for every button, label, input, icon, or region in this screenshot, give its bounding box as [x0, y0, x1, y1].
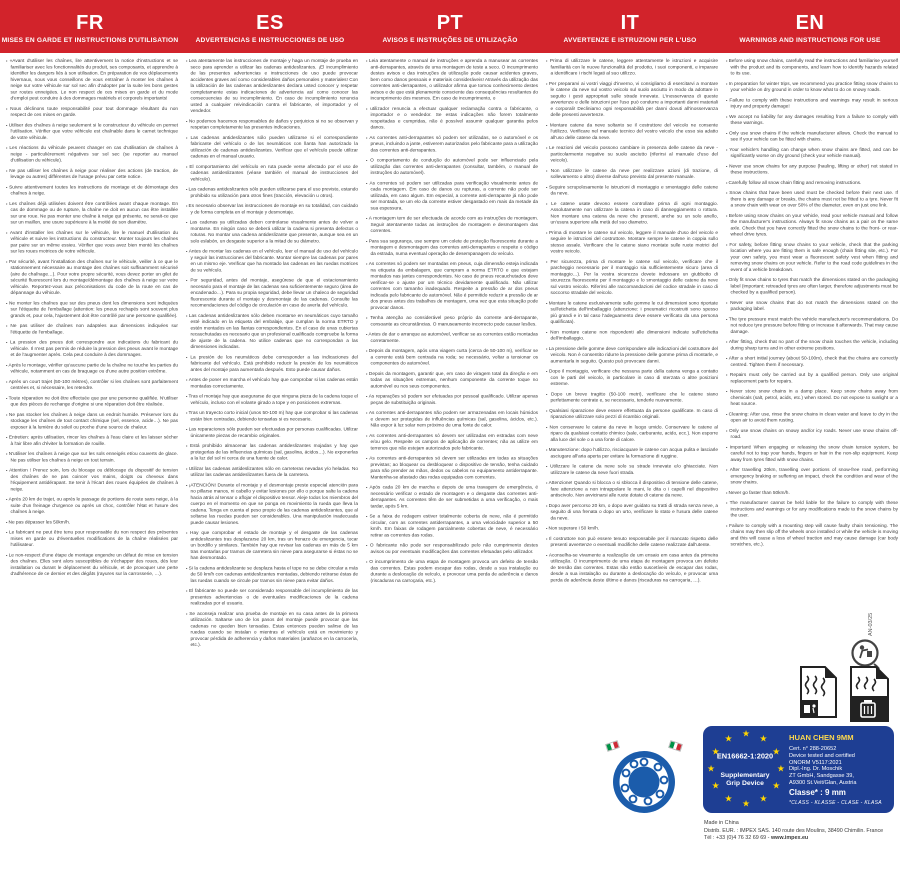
cert-company: ZT GmbH, Sandgasse 39, [789, 773, 854, 780]
instruction-item: • As correntes só podem ser utilizadas para verificação visualmente antes de cada montagem. Em caso de danos ou rupturas, a corrente não pode ser utilizada, em caso algum. Em especial, a corrente anti-derrapante já não pode ser montada, se um elo da corrente estiver desgastado em mais da metade da sua espessura. [366, 180, 538, 211]
instruction-item: • Aconselha-se vivamente a realização de um ensaio em casa antes da primeira utilização. O incumprimento de uma etapa de montagem provoca um defeito de tensão das correntes. Estas são então suscetíveis de escapar das rodas, desde a sua instalação ou durante a deslocação do veículo, e provocar uma perda de aderência deste último e danos (riscaduras na carroçaria, …). [546, 552, 718, 583]
packaging-sorting-icons [795, 666, 889, 722]
instruction-item: • Only use snow chains on snowy and/or icy roads. Never use snow chains off-road. [726, 428, 898, 441]
made-in-label: Made in China [704, 820, 739, 826]
phone-number: Tél : +33 (0)4 76 32 69 69 - [704, 835, 771, 842]
instruction-item: • El fabricante no puede ser considerado responsable del incumplimiento de las presentes advertencias o de eventuales modificaciones de la cadena realizadas por el usuario. [186, 588, 358, 607]
header-subtitle-it: AVVERTENZE E ISTRUZIONI PER L'USO [563, 36, 697, 44]
cert-number: Cert. n° 288-20652 [789, 746, 837, 752]
instruction-item: • Never store snow chains in a damp place. Keep snow chains away from chemicals (salt, petrol, acids, etc.) when stored. Do not expose to sunlight or a heat source. [726, 389, 898, 408]
instruction-item: • Après un court trajet (50-100 mètres), contrôler si les chaînes sont parfaitement centrées et, si nécessaire, les retendre. [6, 379, 178, 392]
instruction-item: • Failure to comply with these instructions and warnings may result in serious injury and property damage! [726, 97, 898, 110]
eu-star-icon: ★ [724, 793, 733, 804]
eu-star-icon: ★ [706, 763, 716, 774]
instruction-item: • Si la cadena antideslizante se desplaza hasta el tope no se debe circular a más de 50 km/h con cadenas antideslizantes montadas, debiendo retirarse éstas de las ruedas cuando se circule por tramos sin nieve para evitar daños. [186, 565, 358, 584]
language-code-es: ES [256, 11, 284, 34]
standard-number: EN16662-1:2020 [716, 751, 774, 761]
instruction-item: • Seguire scrupolosamente le istruzioni di montaggio e smontaggio delle catene da neve. [546, 184, 718, 197]
instruction-item: • Leia atentamente o manual de instruções e aprenda a manusear as correntes anti-derrapantes, através de uma montagem de teste a seco. O incumprimento destes avisos e das instruções de utilização pode causar acidentes graves, bem como danos pessoais e materiais consideráveis! Através da utilização das correntes anti-derrapantes, o utilizador afirma que tomou conhecimento destes avisos e de que está plenamente consciente das consequências resultantes do incumprimento dos mesmos. Em caso de incumprimento, o [366, 58, 538, 102]
instruction-item: • Prima di montare le catene sul veicolo, leggere il manuale d'uso del veicolo e seguire le istruzioni del costruttore. Montare sempre le catene in coppia sullo stesso assale. Verificare che le catene siano montate sulle ruote motrici del vostro veicolo. [546, 230, 718, 255]
instruction-item: • Antes de poner en marcha el vehículo hay que comprobar si las cadenas están montadas correctamente. [186, 377, 358, 390]
instruction-item: • Para sua segurança, use sempre um colete de proteção fluorescente durante a montagem e desmontagem das correntes anti-derrapantes e respeite o código da estrada, numa eventual operação de desempanagem do veículo. [366, 238, 538, 257]
version-code: AN-03/25 [868, 612, 874, 636]
instruction-item: • Ne pas utiliser de chaînes non adaptées aux dimensions indiquées sur l'étiquette de l'emballage. [6, 323, 178, 336]
instruction-item: • Toute réparation ne doit être effectuée que par une personne qualifiée. N'utiliser que des pièces de rechange d'origine si une réparation doit être réalisée. [6, 395, 178, 408]
instruction-item: • Failure to comply with a mounting step will cause faulty chain tensioning. The chains may then slip off the wheels once installed or while the vehicle is moving and this will cause a loss of wheel traction and may cause damage (car body scratches, etc.). [726, 523, 898, 548]
instruction-item: • Never go faster than 50km/h. [726, 490, 898, 496]
cert-norm: ONORM V5117:2021 [789, 759, 842, 766]
chain-class: Classe* : 9 mm [789, 787, 846, 797]
instruction-item: • A montagem tem de ser efectuada de acordo com as instruções de montagem. Seguir atentamente todas as instruções de montagem e desmontagem das correntes. [366, 216, 538, 235]
eu-star-icon: ★ [772, 780, 781, 791]
header-cell-es [180, 0, 360, 53]
instruction-item: • Le fabricant ne peut être tenu pour responsable du non respect des présentes mises en garde ou d'éventuelles modifications de la chaîne réalisées par l'utilisateur. [6, 530, 178, 549]
eu-star-icon: ★ [741, 728, 751, 739]
language-code-en: EN [795, 11, 825, 34]
language-code-fr: FR [76, 11, 104, 34]
instruction-item: • La presión de los neumáticos debe corresponder a las indicaciones del fabricante del vehículo. Está prohibido reducir la presión de los neumáticos antes del montaje para aumentarla después. Esto puede causar daños. [186, 354, 358, 373]
instruction-item: • Montare catene da neve soltanto se il costruttore del veicolo ne consente l'utilizzo. Verificare nel manuale tecnico del vostro veicolo che esso sia adatto all'uso delle catene da neve. [546, 122, 718, 141]
instruction-item: • Attenzione! Quando si blocca o si sblocca il dispositivo di tensione delle catene, fare attenzione a non intrappolare le mani, le dita o i capelli nel dispositivo antiscivolo. Non avvicinarsi alle ruote dotate di catene da neve. [546, 480, 718, 499]
instruction-item: • Cleaning: After use, rinse the snow chains in clean water and leave to dry in the open air to avoid them rusting. [726, 411, 898, 424]
instruction-item: • As correntes anti-derrapantes só devem ser utilizadas em todas as situações previstas; ao bloquear ou desbloquear o dispositivo de tensão, tenha cuidado para não prender as mãos, dedos ou cabelos no equipamento antiderrapante. Mantenha-se afastado das rodas equipadas com correntes. [366, 456, 538, 481]
instruction-item: • Se a faixa de rodagem estiver totalmente coberta de neve, não é permitido circular, com as correntes antiderrapantes, a uma velocidade superior a 50 km/h. Em faixas de rodagem parcialmente cobertas de neve, é necessário retirar as correntes das rodas. [366, 514, 538, 539]
website-link: www.impex.eu [770, 835, 809, 842]
instruction-item: • Never use snow chains that do not match the dimensions stated on the packaging label. [726, 300, 898, 313]
instruction-item: • Dopo aver percorso 20 km, o dopo aver guidato su tratti di strada senza neve, a seguito di una frenata o dopo un urto, verificare lo stato e l'usura delle catene da neve. [546, 503, 718, 522]
instruction-item: • Before using snow chains on your vehicle, read your vehicle manual and follow the manufacturer's instructions. Always fit snow chains as a pair on the same axle. Check that you have correctly fitted the snow chains to the front- or rear-wheel drive tyres. [726, 213, 898, 238]
instruction-item: • Utiliser des chaînes à neige seulement si le constructeur du véhicule en permet l'utilisation. Vérifier que votre véhicule est chaînable dans le carnet technique de votre véhicule. [6, 122, 178, 141]
instruction-item: • Hay que comprobar el estado de montaje y el desgaste de las cadenas antideslizantes tras desplazarse 20 km, tras un frenazo de emergencia, tocar un bordillo y similares. También hay que revisar las cadenas en más de 5 km tras montarlas por tramos de carretera sin nieve para asegurarse si éstas no se han desmontado. [186, 530, 358, 561]
header-subtitle-fr: MISES EN GARDE ET INSTRUCTIONS D'UTILISATION [1, 36, 179, 44]
eu-star-icon: ★ [759, 793, 768, 804]
instruction-item: • Only use snow chains if the vehicle manufacturer allows. Check the manual to see if your vehicle can be fitted with chains. [726, 130, 898, 143]
instruction-item: • El comportamiento del vehículo en ruta puede verse afectado por el uso de cadenas antideslizantes (véase también el manual de instrucciones del vehículo). [186, 164, 358, 183]
instruction-item: • Non conservare le catene da neve in luogo umido. Conservare le catene al riparo da qualsiasi contatto chimico (sale, carburante, acido, ecc.). Non esporre alla luce del sole o a una fonte di calore. [546, 424, 718, 443]
cert-engineer: Dipl.-Ing. Dr. Moschik [789, 766, 843, 773]
instruction-item: • Les chaînes déjà utilisées doivent être contrôlées avant chaque montage. En cas de dommage ou de rupture, la chaîne ne doit en aucun cas être installée sur une roue. Ne pas monter une chaîne à neige qui présente, ne serait-ce que sur un maillon, une usure supérieure à la moitié de son diamètre. [6, 201, 178, 226]
instruction-item: • Entretien: après utilisation, rincer les chaînes à l'eau claire et les laisser sécher à l'air libre afin d'éviter la formation de rouille. [6, 435, 178, 448]
instruction-item: • No podemos hacernos responsables de daños y perjuicios si no se observan y respetan completamente las presentes indicaciones. [186, 118, 358, 131]
instruction-item: • Ne pas utiliser les chaînes à neige pour réaliser des actions (de traction, de levage ou autres) différentes de l'usage prévu par cette notice. [6, 168, 178, 181]
eu-star-icon: ★ [711, 746, 720, 757]
instruction-item: • Por seguridad, antes del montaje, asegúrese de que el estacionamiento necesario para el montaje de las cadenas sea suficientemente seguro (área de encadenado…). Para su propia seguridad, debe llevar un chaleco de seguridad fluorescente durante el montaje y desmontaje de las cadenas. Consulte las recomendaciones del código de circulación en caso de avería del vehículo. [186, 278, 358, 309]
instruction-item: • Tras un trayecto corto inicial (unos 50-100 m) hay que comprobar si las cadenas están bien centradas, debiendo tensarlas si es necesario. [186, 410, 358, 423]
header-cell-fr [0, 0, 180, 53]
instruction-item: • «Avant d'utiliser les chaînes, lire attentivement la notice d'instructions et se familiariser avec les fonctionnalités du produit, ses composants, et apprendre à identifier les dangers liés à son utilisation. En préparation de vos déplacements hivernaux, nous vous conseillons de vous entraîner à monter les chaînes à neige sur votre véhicule sur sol sec afin d'adopter par la suite les bons gestes sur routes enneigées. Le non respect de ces mises en garde et du mode d'emploi peut conduire à des dommages matériels et corporels importants! [6, 58, 178, 102]
instruction-item: • O comportamento de condução do automóvel pode ser influenciado pela utilização das correntes anti-derrapantes (consultar, também, o manual de instruções do automóvel). [366, 158, 538, 177]
italian-homologation-logo [604, 738, 684, 818]
instruction-item: • Qualsiasi riparazione deve essere effettuata da persone qualificate. In caso di riparazione utilizzare solo pezzi di ricambio originali. [546, 408, 718, 421]
instruction-item: • Après le montage, vérifier qu'aucune partie de la chaîne ne touche les parties du véhicule, notamment en cas de braquage ou d'une autre position extrême. [6, 362, 178, 375]
instruction-item: • Antes de montar las cadenas en el vehículo, leer el manual de uso del vehículo y seguir las instrucciones del fabricante. Montar siempre las cadenas por pares en un mismo eje. Verificar que ha montado las cadenas en las ruedas motrices de su vehículo. [186, 249, 358, 274]
header-subtitle-pt: AVISOS E INSTRUÇÕES DE UTILIZAÇÃO [382, 36, 518, 44]
grip-line2: Grip Device [726, 779, 764, 787]
sorting-icon-bin [845, 666, 889, 722]
instruction-item: • Non montare catene non rispondenti alle dimensioni indicate sull'etichetta dell'imballaggio. [546, 329, 718, 342]
instruction-item: • Repairs must only be carried out by a qualified person. Only use original replacement parts for repairs. [726, 372, 898, 385]
instruction-item: • Dopo il montaggio, verificare che nessuna parte della catena venga a contatto con le parti del veicolo, in particolare in caso di sterzata o altre posizioni estreme. [546, 369, 718, 388]
instruction-item: • Depois da montagem, garantir que, em caso de viragem total da direção e em todas as situações extremas, nenhum componente da corrente toque no automóvel ou nos seus componentes. [366, 371, 538, 390]
instruction-item: • Las cadenas antideslizantes sólo deben montarse en neumáticos cuyo tamaño esté indicado en la etiqueta del embalaje, que cumplan la norma ETRTO y estén montados en las llantas correspondientes. En el caso de unas cubiertas recauchutadas es necesario que un profesional cualificado compruebe la forma de ajuste de la cadena. No utilice cadenas que no correspondan a las dimensiones indicadas. [186, 313, 358, 351]
class-translations: *CLASS - KLASSE - CLASE - KLASA [789, 799, 882, 806]
instruction-item: • Snow chains that have been used must be checked before their next use. If there is any damage or breaks, the chains must not be fitted to a tyre. Never fit a snow chain with wear on over 50% of the diameter, even on just one link. [726, 190, 898, 209]
instruction-item: • Before using snow chains, carefully read the instructions and familiarise yourself with the product and its components, and learn how to identify hazards related to its use. [726, 58, 898, 77]
instruction-item: • Suivre attentivement toutes les instructions de montage et de démontage des chaînes à neige. [6, 184, 178, 197]
instruction-item: • Ne pas dépasser les 50km/h. [6, 519, 178, 525]
instruction-item: • Manutenzione: dopo l'utilizzo, risciacquare le catene con acqua pulita e lasciarle asciugare all'aria aperta per evitare la formazione di ruggine. [546, 447, 718, 460]
header-cell-pt [360, 0, 540, 53]
instruction-item: • utilizador renuncia a efectuar qualquer reclamação contra o fabricante, o importador e o vendedor. Se estas indicações não forem totalmente respeitadas e cumpridas, não é possível assumir qualquer garantia pelos danos. [366, 106, 538, 131]
sorting-icon-bag [795, 666, 837, 718]
cert-address: A9300 St.Veit/Glan, Austria [789, 779, 857, 786]
instruction-item: • Está prohibido almacenar las cadenas antideslizantes mojadas y hay que protegerlas de las influencias químicas (sal, gasolina, ácidos…). No exponerlas a la luz del sol ni cerca de una fuente de calor. [186, 443, 358, 462]
distributor-info [704, 820, 883, 843]
language-code-pt: PT [436, 11, 464, 34]
instruction-item: • In preparation for winter trips, we recommend you practice fitting snow chains to your vehicle on dry ground in order to know what to do on snowy roads. [726, 81, 898, 94]
instruction-item: • After travelling 20km, travelling over portions of snow-free road, performing emergency braking or suffering an impact, check the condition and wear of the snow chains. [726, 467, 898, 486]
instruction-item: • Your vehicle's handling can change when snow chains are fitted, and can be significantly worse on dry ground (check your vehicle manual). [726, 147, 898, 160]
instruction-item: • Montare le catene esclusivamente sulle gomme le cui dimensioni sono riportate sull'etichetta dell'imballaggio (attenzione: i pneumatici ricostruiti sono spesso più grandi e in tal caso l'adeguamento deve essere verificato da una persona qualificata). [546, 300, 718, 325]
instructions-column-fr [6, 58, 178, 828]
instruction-item: • O fabricante não pode ser responsabilizado pelo não cumprimento destes avisos ou por eventuais modificações das correntes efetuadas pelo utilizador. [366, 543, 538, 556]
certification-details [787, 726, 894, 813]
instruction-item: • Depois da montagem, após uma viagem curta (cerca de 50-100 m), verificar se a corrente está bem centrada na roda; se necessário, voltar a tensionar os componentes do automóvel. [366, 348, 538, 367]
eu-stars-circle [706, 728, 785, 809]
instruction-item: • Las cadenas antideslizantes sólo pueden utilizarse si el correspondiente fabricante del vehículo o de los neumáticos con llanta han autorizado la utilización de cadenas antideslizantes. Verificar que el vehículo puede utilizar cadenas en el manual usuario. [186, 135, 358, 160]
instructions-column-it [546, 58, 718, 828]
header-subtitle-es: ADVERTENCIAS E INSTRUCCIONES DE USO [195, 36, 345, 44]
instructions-column-pt [366, 58, 538, 828]
instruction-item: • As correntes anti-derrapantes só devem ser utilizadas em estradas com neve e/ou gelo. Respeite os campos de aplicação de correntes; não as utilize em terrenos que não estejam autorizados pelo fabricante. [366, 433, 538, 452]
chained-tire-icon [612, 750, 676, 814]
header-cell-en [720, 0, 900, 53]
instruction-item: • Per sicurezza, prima di montare le catene sul veicolo, verificare che il parcheggio necessario per il montaggio sia sufficientemente sicuro (area di montaggio…). Per la vostra sicurezza dovete indossare un giubbotto di sicurezza fluorescente per il montaggio e lo smontaggio delle catene da neve sul vostro veicolo. Riferirsi alle raccomandazioni del codice stradale in caso di soccorso stradale del veicolo. [546, 259, 718, 297]
instruction-item: • As correntes anti-derrapantes só podem ser utilizadas, se o automóvel e os pneus, incluindo a jante, estiverem autorizados pelo fabricante para a utilização das correntes anti-derrapantes. [366, 135, 538, 154]
instruction-item: • Non superare i 50 km/h. [546, 526, 718, 532]
instructions-column-es [186, 58, 358, 828]
instruction-item: • Lea atentamente las instrucciones de montaje y haga un montaje de prueba en seco para aprender a utilizar las cadenas antideslizantes. ¡El incumplimiento de las presentes advertencias e instrucciones de uso puede provocar accidentes graves así como considerables daños personales y materiales! Con la utilización de las cadenas antideslizantes declara usted conocer y respetar completamente estas indicaciones de advertencia así como conocer las consecuencias de su incumplimiento. En caso de incumplimiento renuncia usted a cualquier reivindicación contra el fabricante, el importador y el vendedor. [186, 58, 358, 114]
distributor-address: Distrib. EUR. : IMPEX SAS. 140 route des Moulins, 38490 Chimilin. France [704, 827, 884, 834]
grip-device-label [715, 772, 775, 788]
cert-tested: Device tested and certified [789, 752, 855, 759]
instruction-item: • Utilizzare le catene da neve solo su strade innevate e/o ghiacciate. Non utilizzare le catene da neve fuori strada. [546, 464, 718, 477]
header-cell-it [540, 0, 720, 53]
instruction-item: • Nous déclinons toute responsabilité pour tout dommage résultant du non respect de ces mises en garde. [6, 106, 178, 119]
instruction-item: • Le reazioni del veicolo possono cambiare in presenza delle catene da neve - particolarmente negative su suolo asciutto (riferirsi al manuale d'uso del veicolo). [546, 145, 718, 164]
instruction-item: • As correntes só podem ser montadas em pneus, cuja dimensão esteja indicada na etiqueta da embalagem, que cumpram a norma ETRTO e que estejam montados nas jantes correspondentes. No caso de pneus recauchutados deve verificar-se o ajuste por um técnico devidamente qualificado. Não utilizar correntes com tamanho inadequado. Respeite a pressão de ar dos pneus indicada pelo fabricante do automóvel. Não é permitido reduzir a pressão de ar dos pneus antes dos trabalhos de montagem, uma vez que esta situação pode provocar danos. [366, 261, 538, 311]
instruction-item: • Après 20 km de trajet, ou après le passage de portions de route sans neige, à la suite d'un freinage d'urgence ou après un choc, contrôler l'état et l'usure des chaînes à neige. [6, 497, 178, 516]
instruction-item: • Les réactions du véhicule peuvent changer en cas d'utilisation de chaînes à neige - particulièrement négatives sur sol sec (se reporter au manuel d'utilisation du véhicule). [6, 145, 178, 164]
instruction-item: • La pressione delle gomme deve corrispondere alle indicazioni del costruttore del veicolo. Non è consentito ridurre la pressione delle gomme prima di montarle, e aumentarla in seguito. Questo può provocare danni. [546, 346, 718, 365]
instruction-item: • The tyre pressure must match the vehicle manufacturer's recommendations. Do not reduce tyre pressure before fitting or increase it afterwards. That may cause damage. [726, 316, 898, 335]
grip-line1: Supplementary [720, 771, 770, 779]
eu-star-icon: ★ [724, 733, 733, 744]
eu-stars-emblem [703, 726, 787, 813]
instruction-item: • Prima di utilizzare le catene, leggere attentamente le istruzioni e acquisire familiarità con le nuove funzionalità del prodotto, i suoi componenti, e imparare a identificare i rischi legati al suo utilizzo. [546, 58, 718, 77]
product-name: HUAN CHEN 9MM [789, 733, 854, 742]
instruction-item: • Las cadenas antideslizantes sólo pueden utilizarse para el uso previsto, estando prohibido su utilización para otros fines (tracción, elevación u otros). [186, 187, 358, 200]
instruction-item: • Important! When engaging or releasing the snow chain tension system, be careful not to trap your hands, fingers or hair in the non-slip equipment. Keep away from tyres fitted with snow chains. [726, 444, 898, 463]
instruction-item: • Le catene usate devono essere controllate prima di ogni montaggio. Assolutamente non utilizzare la catena in caso di danneggiamento o rottura. Non montare una catena da neve che presenti, anche su un solo anello, un'usura superiore alla metà del suo diametro. [546, 201, 718, 226]
instruction-item: • After fitting, check that no part of the snow chain touches the vehicle, including during sharp turns and in other extreme positions. [726, 339, 898, 352]
header-band [0, 0, 900, 53]
eu-star-icon: ★ [776, 763, 785, 774]
language-code-it: IT [620, 11, 640, 34]
instruction-item: • Le non-respect d'une étape de montage engendre un défaut de mise en tension des chaînes. Elles sont alors susceptibles de s'échapper des roues, dès leur installation ou durant le déplacement du véhicule, et de provoquer une perte d'adhérence de ce dernier et des dégâts (rayures sur la carrosserie, …). [6, 552, 178, 577]
eu-star-icon: ★ [772, 746, 781, 757]
instruction-item: • O incumprimento de uma etapa de montagem provoca um defeito de tensão das correntes. Estas podem escapar das rodas, desde a sua instalação ou durante a deslocação do veículo, e provocar uma perda de aderência e danos (riscaduras na carroçaria, etc.). [366, 559, 538, 584]
eu-star-icon: ★ [741, 798, 751, 809]
instruction-item: • The manufacturer cannot be held liable for the failure to comply with these instructions and warnings or for any modifications made to the snow chains by the user. [726, 500, 898, 519]
instruction-item: • Non utilizzare le catene da neve per realizzare azioni (di trazione, di sollevamento o altro) diverse dall'uso previsto dal presente manuale. [546, 168, 718, 181]
instruction-item: • Las reparaciones sólo pueden ser efectuadas por personas cualificadas. Utilizar únicamente piezas de recambio originales. [186, 427, 358, 440]
instruction-item: • Never use snow chains for any purpose (hauling, lifting or other) not stated in these instructions. [726, 163, 898, 176]
instruction-item: • Par sécurité, avant l'installation des chaînes sur le véhicule, veiller à ce que le stationnement nécessaire au montage des chaînes soit suffisamment sécurisé (aire de chaînage…). Pour votre propre sécurité, vous devez porter un gilet de sécurité fluorescent lors du montage/démontage des chaînes à neige sur votre véhicule. Reportez-vous aux préconisations du code de la route en cas de dépannage du véhicule. [6, 259, 178, 297]
header-subtitle-en: WARNINGS AND INSTRUCTIONS FOR USE [739, 36, 881, 44]
instruction-item: • Carefully follow all snow chain fitting and removing instructions. [726, 180, 898, 186]
instruction-item: • ¡ATENCIÓN! Durante el montaje y el desmontaje preste especial atención para no pillarse manos, ni cabello y evitar lesiones por ello o porque salte la cadena hacia atrás al tensar o aflojar el dispositivo tensor. Aleje todos los miembros del cuerpo en el momento en que se ponga en movimiento la rueda que lleva la cadena. Tenga en cuenta el peso propio de las cadenas antideslizantes, que al soltarse las ruedas pueden ser considerables. Una manipulación inadecuada puede causar lesiones. [186, 482, 358, 526]
instruction-item: • As correntes anti-derrapantes não podem ser armazenadas em locais húmidos e devem ser protegidas de influências químicas (sal, gasolina, ácidos, etc.). Não expor à luz solar nem próximo de uma fonte de calor. [366, 410, 538, 429]
instruction-item: • After a short initial journey (about 50-100m), check that the chains are correctly centred. Tighten them if necessary. [726, 356, 898, 369]
eu-star-icon: ★ [711, 780, 720, 791]
instruction-item: • Tras el montaje hay que asegurarse de que ninguna pieza de la cadena toque el vehículo, incluso con el volante girado a tope y en posiciones extremas. [186, 394, 358, 407]
instruction-item: • Es necesario observar las instrucciones de montaje en su totalidad, con cuidado y de forma completa en el montaje y desmontaje. [186, 203, 358, 216]
instruction-item: • Tenha atenção ao considerável peso próprio da corrente anti-derrapante, consoante as circunstâncias. O manuseamento incorrecto pode causar lesões. [366, 315, 538, 328]
instruction-item: • As reparações só podem ser efetuadas por pessoal qualificado. Utilizar apenas peças de substituição originais. [366, 394, 538, 407]
instruction-item: • For safety, before fitting snow chains to your vehicle, check that the parking location where you are fitting them is safe enough (chain fitting site, etc.). For your own safety, you must wear a fluorescent safety vest when fitting and removing snow chains on your vehicle. Refer to the road code guidelines in the event of a vehicle breakdown. [726, 242, 898, 273]
eu-star-icon: ★ [759, 733, 768, 744]
instruction-item: • Dopo un breve tragitto (50-100 metri), verificare che le catene siano perfettamente centrate e, se necessario, tenderle nuovamente. [546, 391, 718, 404]
instruction-item: • Antes de dar o arranque ao automóvel, verificar se as correntes estão montadas corretamente. [366, 332, 538, 345]
instruction-item: • La pression des pneus doit correspondre aux indications du fabricant du véhicule. Il n'est pas permis de réduire la pression des pneus avant le montage et de l'augmenter après. Cela peut conduire à des dommages. [6, 340, 178, 359]
instruction-item: • Las cadenas ya utilizadas deben controlarse visualmente antes de volver a montarse. En ningún caso se deberá utilizar la cadena si presenta defectos o roturas. No montar una cadena antideslizante que presente, aunque sea en un solo eslabón, un desgaste superior a la mitad de su diámetro. [186, 220, 358, 245]
instruction-item: • Only fit snow chains to tyres that match the dimensions stated on the packaging label (important: retreaded tyres are often larger, therefore adjustments must be checked by a qualified person). [726, 277, 898, 296]
instruction-item: • Ne pas stocker les chaînes à neige dans un endroit humide. Préserver lors du stockage les chaînes de tout contact chimique (sel, essence, acide…). Ne pas exposer à la lumière du soleil ou proche d'une source de chaleur. [6, 412, 178, 431]
instruction-item: • Se aconseja realizar una prueba de montaje en su casa antes de la primera utilización. Saltarse uno de los pasos del montaje puede provocar que las cadenas no queden bien tensadas. Estas entonces pueden salirse de las ruedas cuando se instalan o mientras el vehículo está en movimiento y provocar pérdida de adherencia y daños materiales (arañazos en la carrocería, etc.). [186, 611, 358, 649]
instruction-item: • Il costruttore non può essere tenuto responsabile per il mancato rispetto delle presenti avvertenze o eventuali modifiche delle catene realizzate dall'utente. [546, 536, 718, 549]
certification-box [703, 726, 894, 813]
instruction-item: • N'utiliser les chaînes à neige que sur les sols enneigés et/ou couverts de glace. Ne pas utiliser les chaînes à neige en tout terrain. [6, 451, 178, 464]
instruction-item: • Per prepararvi ai vostri viaggi d'inverno, vi consigliamo di esercitarvi a montare le catene da neve sul vostro veicolo sul suolo asciutto in modo da adottare in seguito i gesti appropriati sulle strade innevate. L'inosservanza di queste avvertenze e delle istruzioni per l'uso può condurre a importanti danni materiali e corporali! Decliniamo ogni responsabilità per danni dovuti all'inosservanza delle presenti avvertenze. [546, 81, 718, 119]
instruction-item: • Utilizar las cadenas antideslizantes sólo en carreteras nevadas y/o heladas. No utilizar las cadenas antideslizantes fuera de la carretera. [186, 466, 358, 479]
instruction-item: • Ne monter les chaînes que sur des pneus dont les dimensions sont indiquées sur l'étiquette de l'emballage (attention: les pneus rechapés sont souvent plus grands et, pour cela, l'ajustement doit être contrôlé par une personne qualifiée). [6, 300, 178, 319]
phone-line [704, 835, 883, 843]
instruction-item: • Após cada 20 km de marcha e depois de uma travagem de emergência, é necessário verificar o estado de montagem e o desgaste das correntes anti-derrapantes. As correntes têm de ser submetidas a uma verificação, o mais tardar, após 5 km. [366, 485, 538, 510]
instruction-item: • We accept no liability for any damages resulting from a failure to comply with these warnings. [726, 114, 898, 127]
instruction-item: • Avant d'installer les chaînes sur le véhicule, lire le manuel d'utilisation du véhicule et suivre les instructions du constructeur. Monter toujours les chaînes par paire sur un même essieu. Vérifier que vous avez bien monté les chaînes sur les roues motrices de votre véhicule. [6, 230, 178, 255]
instruction-item: • Attention ! Prenez soin, lors du blocage ou déblocage du dispositif de tension des chaînes de ne pas coincer vos mains, doigts ou cheveux dans l'équipement antidérapant. Se tenir à l'écart des roues équipées de chaînes à neige. [6, 468, 178, 493]
